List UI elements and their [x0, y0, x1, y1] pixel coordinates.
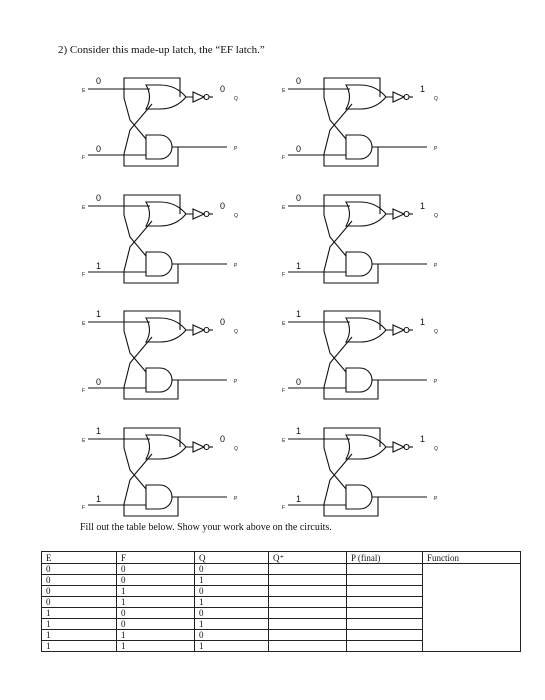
or-feedback-cross [124, 331, 146, 372]
cell-q-plus[interactable] [269, 597, 347, 608]
q-label: Q [434, 446, 438, 452]
cell-e: 0 [42, 586, 117, 597]
header-q-plus: Q⁺ [269, 552, 347, 564]
p-label: P [234, 379, 238, 385]
table-row [42, 564, 521, 575]
cell-q: 1 [195, 641, 269, 652]
cell-f: 1 [117, 641, 195, 652]
cell-p-final[interactable] [347, 586, 423, 597]
f-label: F [282, 388, 286, 394]
and-gate [346, 368, 372, 392]
e-label: E [82, 321, 86, 327]
p-feedback-wire [124, 264, 178, 283]
latch-circuit [82, 193, 238, 283]
truth-table [41, 551, 521, 652]
f-value: 1 [296, 261, 302, 271]
cell-q-plus[interactable] [269, 630, 347, 641]
and-gate [346, 485, 372, 509]
or-feedback-wire [324, 195, 380, 215]
or-feedback-cross [324, 98, 346, 139]
q-value: 0 [220, 434, 226, 444]
p-feedback-wire [124, 380, 178, 399]
or-feedback-cross [324, 448, 346, 489]
p-label: P [434, 146, 438, 152]
or-feedback-wire [124, 78, 180, 98]
p-label: P [234, 263, 238, 269]
f-label: F [82, 388, 86, 394]
latch-circuit [282, 193, 438, 283]
cell-q: 1 [195, 597, 269, 608]
latch-circuit [82, 309, 238, 399]
cell-f: 0 [117, 575, 195, 586]
cell-q: 0 [195, 586, 269, 597]
q-value: 1 [420, 317, 426, 327]
or-feedback-wire [324, 311, 380, 331]
f-value: 0 [96, 377, 102, 387]
q-label: Q [234, 329, 238, 335]
q-label: Q [234, 213, 238, 219]
e-label: E [282, 205, 286, 211]
and-gate [346, 252, 372, 276]
question-title: 2) Consider this made-up latch, the “EF latch.” [58, 44, 265, 56]
and-gate [146, 368, 172, 392]
e-value: 1 [96, 426, 102, 436]
p-feedback-wire [324, 497, 378, 516]
e-value: 1 [96, 309, 102, 319]
cell-f: 1 [117, 630, 195, 641]
header-f: F [117, 552, 195, 564]
p-feedback-wire [124, 147, 178, 166]
latch-circuit [82, 426, 238, 516]
f-label: F [82, 505, 86, 511]
p-feedback-wire [324, 147, 378, 166]
cell-p-final[interactable] [347, 641, 423, 652]
q-label: Q [234, 96, 238, 102]
cell-e: 0 [42, 575, 117, 586]
cell-e: 0 [42, 564, 117, 575]
f-label: F [82, 272, 86, 278]
cell-q-plus[interactable] [269, 564, 347, 575]
and-gate [146, 485, 172, 509]
p-label: P [434, 379, 438, 385]
f-value: 1 [296, 494, 302, 504]
latch-circuit [282, 76, 438, 166]
or-feedback-wire [124, 428, 180, 448]
or-feedback-wire [324, 78, 380, 98]
not-gate [386, 209, 404, 219]
cell-e: 0 [42, 597, 117, 608]
cell-f: 0 [117, 619, 195, 630]
q-value: 1 [420, 434, 426, 444]
or-feedback-cross [124, 98, 146, 139]
e-value: 1 [296, 309, 302, 319]
p-feedback-wire [324, 264, 378, 283]
latch-circuit [82, 76, 238, 166]
f-value: 0 [296, 377, 302, 387]
latch-circuit [282, 309, 438, 399]
q-label: Q [434, 213, 438, 219]
p-label: P [234, 146, 238, 152]
table-instruction: Fill out the table below. Show your work above on the circuits. [80, 522, 332, 533]
not-gate [386, 325, 404, 335]
q-value: 0 [220, 201, 226, 211]
cell-q: 0 [195, 630, 269, 641]
or-feedback-cross [324, 215, 346, 256]
cell-e: 1 [42, 608, 117, 619]
e-label: E [82, 205, 86, 211]
f-value: 1 [96, 494, 102, 504]
cell-q-plus[interactable] [269, 619, 347, 630]
e-value: 0 [296, 76, 302, 86]
q-value: 1 [420, 84, 426, 94]
and-gate [146, 252, 172, 276]
cell-e: 1 [42, 630, 117, 641]
cell-f: 1 [117, 597, 195, 608]
e-label: E [282, 321, 286, 327]
and-gate [146, 135, 172, 159]
table-header-row [42, 552, 521, 564]
header-p-final: P (final) [347, 552, 423, 564]
cell-q: 0 [195, 608, 269, 619]
f-label: F [82, 155, 86, 161]
or-feedback-wire [124, 195, 180, 215]
cell-p-final[interactable] [347, 630, 423, 641]
e-label: E [82, 88, 86, 94]
cell-q: 1 [195, 619, 269, 630]
or-feedback-wire [324, 428, 380, 448]
q-value: 0 [220, 84, 226, 94]
and-gate [346, 135, 372, 159]
f-value: 0 [96, 144, 102, 154]
cell-f: 0 [117, 608, 195, 619]
not-gate [186, 92, 204, 102]
or-feedback-cross [324, 331, 346, 372]
cell-q: 1 [195, 575, 269, 586]
f-value: 1 [96, 261, 102, 271]
cell-q-plus[interactable] [269, 586, 347, 597]
table-body [42, 564, 521, 652]
cell-f: 1 [117, 586, 195, 597]
q-label: Q [434, 329, 438, 335]
p-feedback-wire [324, 380, 378, 399]
cell-p-final[interactable] [347, 608, 423, 619]
cell-q-plus[interactable] [269, 641, 347, 652]
e-label: E [282, 88, 286, 94]
e-value: 1 [296, 426, 302, 436]
header-e: E [42, 552, 117, 564]
not-gate [186, 209, 204, 219]
q-value: 1 [420, 201, 426, 211]
cell-e: 1 [42, 619, 117, 630]
e-value: 0 [96, 76, 102, 86]
cell-p-final[interactable] [347, 575, 423, 586]
f-label: F [282, 272, 286, 278]
header-q: Q [195, 552, 269, 564]
f-value: 0 [296, 144, 302, 154]
p-label: P [434, 496, 438, 502]
cell-function[interactable] [423, 564, 521, 652]
latch-circuit [282, 426, 438, 516]
cell-p-final[interactable] [347, 619, 423, 630]
e-label: E [82, 438, 86, 444]
cell-p-final[interactable] [347, 597, 423, 608]
cell-q-plus[interactable] [269, 575, 347, 586]
cell-f: 0 [117, 564, 195, 575]
q-value: 0 [220, 317, 226, 327]
not-gate [386, 92, 404, 102]
header-function: Function [423, 552, 521, 564]
e-value: 0 [296, 193, 302, 203]
cell-q-plus[interactable] [269, 608, 347, 619]
or-feedback-wire [124, 311, 180, 331]
q-label: Q [434, 96, 438, 102]
f-label: F [282, 155, 286, 161]
p-feedback-wire [124, 497, 178, 516]
e-value: 0 [96, 193, 102, 203]
not-gate [186, 442, 204, 452]
p-label: P [234, 496, 238, 502]
p-label: P [434, 263, 438, 269]
or-feedback-cross [124, 448, 146, 489]
not-gate [186, 325, 204, 335]
cell-q: 0 [195, 564, 269, 575]
not-gate [386, 442, 404, 452]
e-label: E [282, 438, 286, 444]
f-label: F [282, 505, 286, 511]
cell-e: 1 [42, 641, 117, 652]
or-feedback-cross [124, 215, 146, 256]
q-label: Q [234, 446, 238, 452]
cell-p-final[interactable] [347, 564, 423, 575]
